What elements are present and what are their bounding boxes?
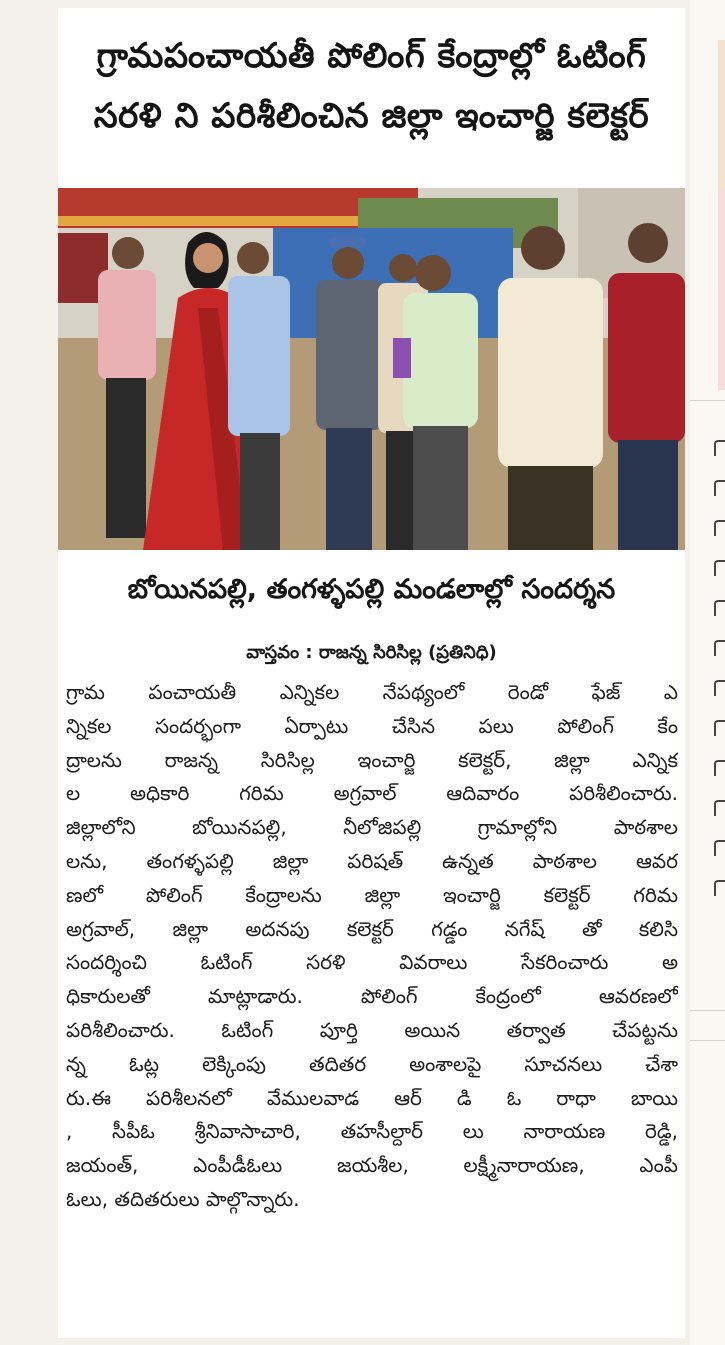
body-line: గ్రామ పంచాయతీ ఎన్నికల నేపథ్యంలో రెండో ఫేజ్ ఎ — [66, 680, 678, 704]
news-photo-illustration — [58, 188, 685, 550]
body-line: న్నికల సందర్భంగా ఏర్పాటు చేసిన పలు పోలింగ్ కేం — [66, 713, 678, 738]
body-line: ణలో పోలింగ్ కేంద్రాలను జిల్లా ఇంచార్జి కలెక్టర్ గరిమ — [66, 882, 678, 907]
person-7-head — [521, 226, 565, 270]
article-body — [66, 676, 678, 1217]
person-3-head — [237, 242, 269, 274]
person-4-cap — [328, 236, 366, 248]
body-line: సందర్శించి ఓటింగ్ సరళి వివరాలు సేకరించారు అ — [66, 950, 678, 975]
adjacent-text-fragment — [714, 520, 725, 536]
body-line: జయంత్, ఎంపీడీఓలు జయశీల, లక్ష్మీనారాయణ, ఎంపీ — [66, 1153, 678, 1178]
headline-line-2: సరళి ని పరిశీలించిన జిల్లా ఇంచార్జి కలెక్టర్ — [93, 96, 650, 136]
adjacent-text-fragment — [714, 600, 725, 616]
adjacent-ad-block — [718, 190, 725, 390]
body-line: లను, తంగళ్ళపల్లి జిల్లా పరిషత్ ఉన్నత పాఠశాల ఆవర — [66, 848, 678, 873]
person-5-head — [389, 254, 417, 282]
adjacent-text-fragment — [714, 680, 725, 696]
person-6-head — [415, 255, 451, 291]
person-8-shirt — [608, 273, 685, 443]
body-line: ఓలు, తదితరులు పాల్గొన్నారు. — [66, 1186, 300, 1211]
body-line: జిల్లాలోని బోయినపల్లి, నీలోజిపల్లి గ్రామాల్లోని పాఠశాల — [66, 815, 678, 840]
woman-face — [193, 243, 223, 273]
adjacent-text-fragment — [714, 760, 725, 776]
headline-line-1: గ్రామపంచాయతీ పోలింగ్ కేంద్రాల్లో ఓటింగ్ — [96, 36, 647, 76]
person-3-trousers — [240, 433, 280, 550]
headline — [58, 8, 685, 146]
person-8-head — [628, 223, 668, 263]
adjacent-text-fragment — [714, 440, 725, 456]
news-article — [58, 8, 685, 1338]
body-line: , సీపీఓ శ్రీనివాసాచారి, తహసీల్దార్ లు నారాయణ రెడ్డి, — [66, 1119, 678, 1144]
adjacent-text-fragment — [714, 560, 725, 576]
column-rule — [690, 400, 725, 401]
adjacent-ad-block — [718, 40, 725, 190]
adjacent-text-fragment — [714, 880, 725, 896]
person-7-trousers — [508, 466, 593, 550]
body-line: ల అధికారి గరిమ అగ్రవాల్ ఆదివారం పరిశీలించారు. — [66, 781, 678, 806]
person-1-head — [112, 237, 144, 269]
adjacent-text-fragment — [714, 800, 725, 816]
person-4-shirt — [316, 280, 384, 430]
column-rule — [690, 1010, 725, 1011]
body-line: అగ్రవాల్, జిల్లా అదనపు కలెక్టర్ గడ్డం నగేష్ తో కలిసి — [66, 916, 678, 941]
body-line: పరిశీలించారు. ఓటింగ్ పూర్తి అయిన తర్వాత చేపట్టను — [66, 1017, 678, 1042]
person-3-shirt — [228, 276, 290, 436]
person-8-trousers — [618, 440, 678, 550]
body-line: న్న ఓట్ల లెక్కింపు తదితర అంశాలపై సూచనలు చేశా — [66, 1051, 678, 1076]
person-1-trousers — [106, 378, 146, 538]
person-6-shirt — [403, 293, 478, 428]
sub-headline: బోయినపల్లి, తంగళ్ళపల్లి మండలాల్లో సందర్శన — [127, 574, 616, 605]
body-line: ధికారులతో మాట్లాడారు. పోలింగ్ కేంద్రంలో ఆవరణలో — [66, 984, 678, 1009]
person-6-file — [393, 338, 411, 378]
dateline: వాస్తవం : రాజన్న సిరిసిల్ల (ప్రతినిధి) — [246, 642, 497, 663]
person-4-head — [332, 247, 364, 279]
column-rule — [690, 1040, 725, 1041]
person-6-trousers — [413, 426, 468, 550]
person-1-shirt — [98, 270, 156, 380]
person-4-trousers — [326, 428, 372, 550]
adjacent-text-fragment — [714, 640, 725, 656]
person-7-shirt — [498, 278, 603, 468]
body-line: ద్రాలను రాజన్న సిరిసిల్ల ఇంచార్జి కలెక్టర్, జిల్లా ఎన్నిక — [66, 747, 678, 772]
adjacent-text-fragment — [714, 480, 725, 496]
adjacent-text-fragment — [714, 840, 725, 856]
news-photo — [58, 188, 685, 550]
adjacent-text-fragment — [714, 720, 725, 736]
body-line: రు.ఈ పరిశీలనలో వేములవాడ ఆర్ డి ఓ రాధా బాయి — [66, 1085, 678, 1110]
adjacent-column-edge — [690, 0, 725, 1345]
